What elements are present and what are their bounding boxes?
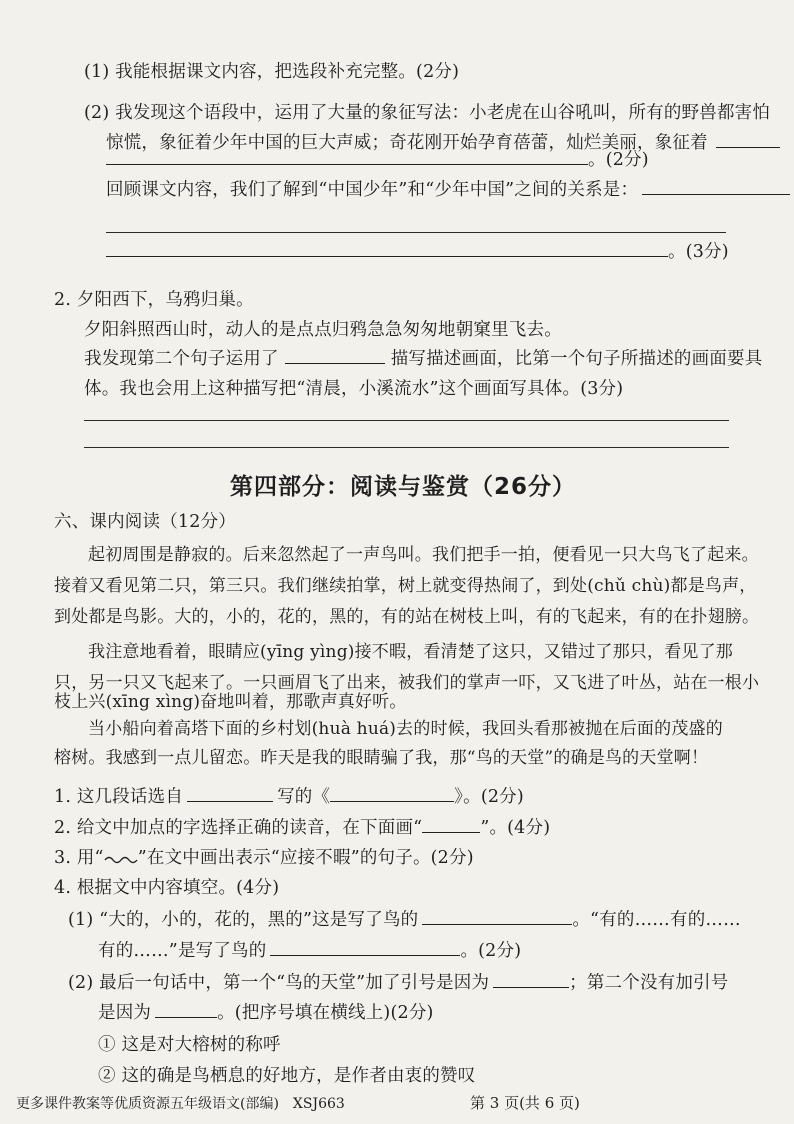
q1-instruction: (1) 我能根据课文内容，把选段补充完整。(2分) [84, 62, 460, 82]
q-text: ；第二个没有加引号 [569, 973, 729, 993]
item2-line-4: 体。我也会用上这种描写把“清晨，小溪流水”这个画面写具体。(3分) [84, 379, 624, 399]
wavy-line-icon [104, 854, 138, 864]
q-text: 。(把序号填在横线上)(2分) [217, 1003, 434, 1023]
passage-line: 枝上兴(xīng xìng)奋地叫着，那歌声真好听。 [54, 692, 407, 712]
q-text: 1. 这几段话选自 [54, 787, 184, 807]
answer-blank[interactable] [155, 1001, 217, 1018]
item2-text: 我发现第二个句子运用了 [84, 349, 279, 369]
q3-wavy [54, 846, 474, 870]
passage-line: 我注意地看着，眼睛应(yīng yìng)接不暇，看清楚了这只，又错过了那只，看见了那 [88, 642, 734, 662]
q4-2-line2 [98, 1001, 434, 1025]
review-line [106, 178, 790, 202]
q4-1-line1 [68, 908, 741, 932]
answer-blank[interactable] [270, 939, 460, 956]
answer-line[interactable] [84, 447, 729, 448]
q2-line-2-text: 惊慌，象征着少年中国的巨大声威；奇花刚开始孕育蓓蕾，灿烂美丽，象征着 [106, 133, 708, 153]
q2-pronunciation [54, 816, 550, 840]
passage-line: 接着又看见第二只，第三只。我们继续拍掌，树上就变得热闹了，到处(chǔ chù)都是鸟声， [54, 576, 757, 596]
review-question: 回顾课文内容，我们了解到“中国少年”和“少年中国”之间的关系是： [106, 180, 639, 200]
q4-1-line2 [98, 939, 521, 963]
underline-sample [422, 816, 480, 833]
answer-line[interactable] [106, 232, 726, 233]
passage-line: 当小船向着高塔下面的乡村划(huà huá)去的时候，我回头看那被抛在后面的茂盛的 [88, 719, 723, 739]
q-text: 3. 用“ [54, 848, 104, 868]
item2-sentence: 夕阳斜照西山时，动人的是点点归鸦急急匆匆地朝窠里飞去。 [84, 320, 562, 340]
answer-blank[interactable] [330, 785, 454, 802]
answer-blank[interactable] [187, 785, 273, 802]
page-number: 第 3 页(共 6 页) [470, 1094, 580, 1112]
passage-line: 只，另一只又飞起来了。一只画眉飞了出来，被我们的掌声一吓，又飞进了叶丛，站在一根小 [54, 673, 760, 693]
score-note: 。(3分) [668, 242, 729, 262]
option-1: ① 这是对大榕树的称呼 [98, 1035, 281, 1055]
passage-line: 起初周围是静寂的。后来忽然起了一声鸟叫。我们把手一拍，便看见一只大鸟飞了起来。 [88, 545, 759, 565]
q-text: 。(2分) [460, 941, 522, 961]
item2-title: 2. 夕阳西下，乌鸦归巢。 [54, 290, 254, 310]
q-text: 2. 给文中加点的字选择正确的读音，在下面画“ [54, 818, 423, 838]
q-text: 是因为 [98, 1003, 152, 1023]
item2-line-3 [84, 347, 762, 371]
q4-2-line1 [68, 971, 728, 995]
q-text: (2) 最后一句话中，第一个“鸟的天堂”加了引号是因为 [68, 973, 490, 993]
item2-text: 描写描述画面，比第一个句子所描述的画面要具 [390, 349, 763, 369]
answer-blank[interactable] [493, 971, 569, 988]
passage-line: 榕树。我感到一点儿留恋。昨天是我的眼睛骗了我，那“鸟的天堂”的确是鸟的天堂啊！ [54, 748, 709, 768]
footer-source: 更多课件教案等优质资源五年级语文(部编) XSJ663 [16, 1096, 345, 1112]
q2-line-3 [106, 148, 649, 172]
q-text: (1) “大的，小的，花的，黑的”这是写了鸟的 [68, 910, 419, 930]
score-note: 。(2分) [588, 150, 649, 170]
answer-blank[interactable] [106, 148, 588, 165]
q4-title: 4. 根据文中内容填空。(4分) [54, 878, 280, 898]
answer-blank[interactable] [422, 908, 572, 925]
part4-heading: 第四部分：阅读与鉴赏（26分） [230, 474, 577, 500]
q-text: 》。(2分) [454, 787, 524, 807]
answer-blank[interactable] [285, 347, 385, 364]
answer-line[interactable] [84, 420, 729, 421]
q-text: ”在文中画出表示“应接不暇”的句子。(2分) [137, 848, 474, 868]
q-text: 。“有的……有的…… [572, 910, 741, 930]
option-2: ② 这的确是鸟栖息的好地方，是作者由衷的赞叹 [98, 1066, 476, 1086]
review-end-line [106, 240, 729, 264]
section-title: 六、课内阅读（12分） [54, 512, 236, 532]
answer-blank[interactable] [642, 178, 790, 195]
q2-line-1: (2) 我发现这个语段中，运用了大量的象征写法：小老虎在山谷吼叫，所有的野兽都害怕 [84, 103, 771, 123]
answer-blank[interactable] [106, 240, 668, 257]
q-text: 写的《 [277, 787, 331, 807]
q1-source [54, 785, 524, 809]
q-text: ”。(4分) [480, 818, 551, 838]
answer-blank[interactable] [716, 131, 780, 148]
passage-line: 到处都是鸟影。大的，小的，花的，黑的，有的站在树枝上叫，有的飞起来，有的在扑翅膀。 [54, 607, 760, 627]
q-text: 有的……”是写了鸟的 [98, 941, 267, 961]
